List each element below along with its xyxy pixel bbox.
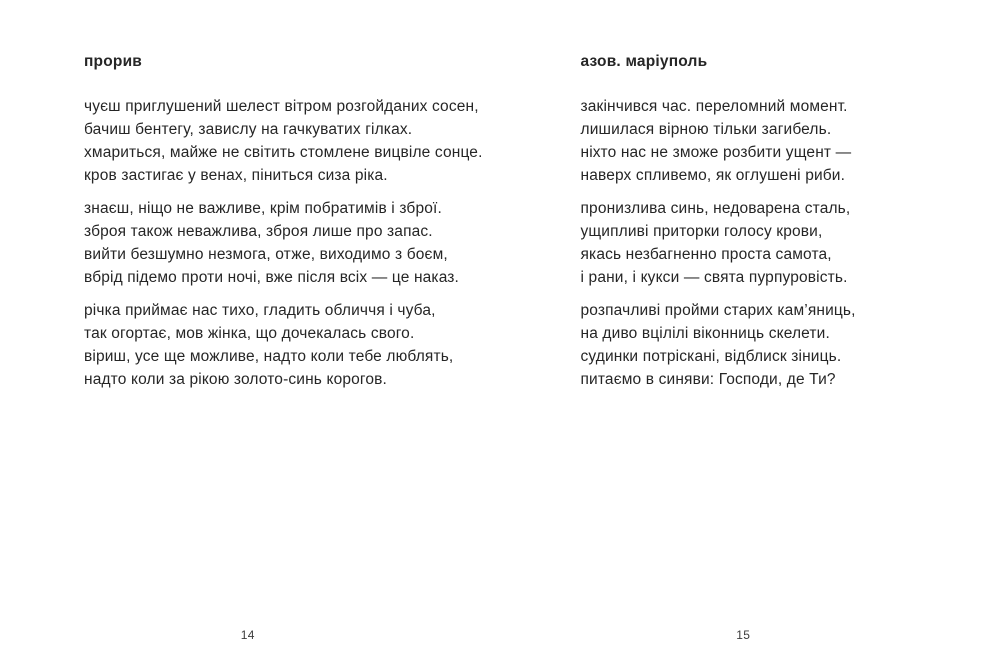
poem-line: наверх спливемо, як оглушені риби. xyxy=(580,167,846,184)
poem-line: лишилася вірною тільки загибель. xyxy=(580,121,832,138)
poem-line: ущипливі приторки голосу крови, xyxy=(580,223,823,240)
page-right xyxy=(496,0,991,672)
poem-line: вбрід підемо проти ночі, вже після всіх — це наказ. xyxy=(84,269,460,286)
stanza xyxy=(84,197,496,289)
poem-line: річка приймає нас тихо, гладить обличчя і чуба, xyxy=(84,302,436,319)
poem-line: хмариться, майже не світить стомлене вицвіле сонце. xyxy=(84,144,483,161)
page-number-left: 14 xyxy=(240,628,255,642)
stanza xyxy=(84,95,496,187)
poem-line: пронизлива синь, недоварена сталь, xyxy=(580,200,851,217)
poem-line: розпачливі пройми старих кам’яниць, xyxy=(580,302,856,319)
stanza xyxy=(84,299,496,391)
poem-line: надто коли за рікою золото-синь корогов. xyxy=(84,371,387,388)
poem-line: на диво вцілілі віконниць скелети. xyxy=(580,325,830,342)
poem-line: питаємо в синяви: Господи, де Ти? xyxy=(580,371,836,388)
poem-title-left: прорив xyxy=(84,53,143,70)
poem-line: і рани, і кукси — свята пурпуровість. xyxy=(580,269,848,286)
poem-line: знаєш, ніщо не важливе, крім побратимів і зброї. xyxy=(84,200,442,217)
poem-title-right: азов. маріуполь xyxy=(580,53,708,70)
poem-line: кров застигає у венах, піниться сиза ріка. xyxy=(84,167,388,184)
poem-line: бачиш бентегу, завислу на гачкуватих гілках. xyxy=(84,121,413,138)
page-number-right: 15 xyxy=(736,628,751,642)
stanza xyxy=(581,299,991,391)
poem-line: чуєш приглушений шелест вітром розгойданих сосен, xyxy=(84,98,479,115)
stanza xyxy=(581,197,991,289)
poem-line: закінчився час. переломний момент. xyxy=(580,98,848,115)
poem-line: судинки потріскані, відблиск зіниць. xyxy=(580,348,842,365)
poem-line: якась незбагненно проста самота, xyxy=(580,246,832,263)
poem-line: віриш, усе ще можливе, надто коли тебе люблять, xyxy=(84,348,454,365)
stanza xyxy=(581,95,991,187)
poem-line: ніхто нас не зможе розбити ущент — xyxy=(580,144,852,161)
poem-line: так огортає, мов жінка, що дочекалась свого. xyxy=(84,325,415,342)
poem-line: вийти безшумно незмога, отже, виходимо з боєм, xyxy=(84,246,448,263)
poem-line: зброя також неважлива, зброя лише про запас. xyxy=(84,223,433,240)
